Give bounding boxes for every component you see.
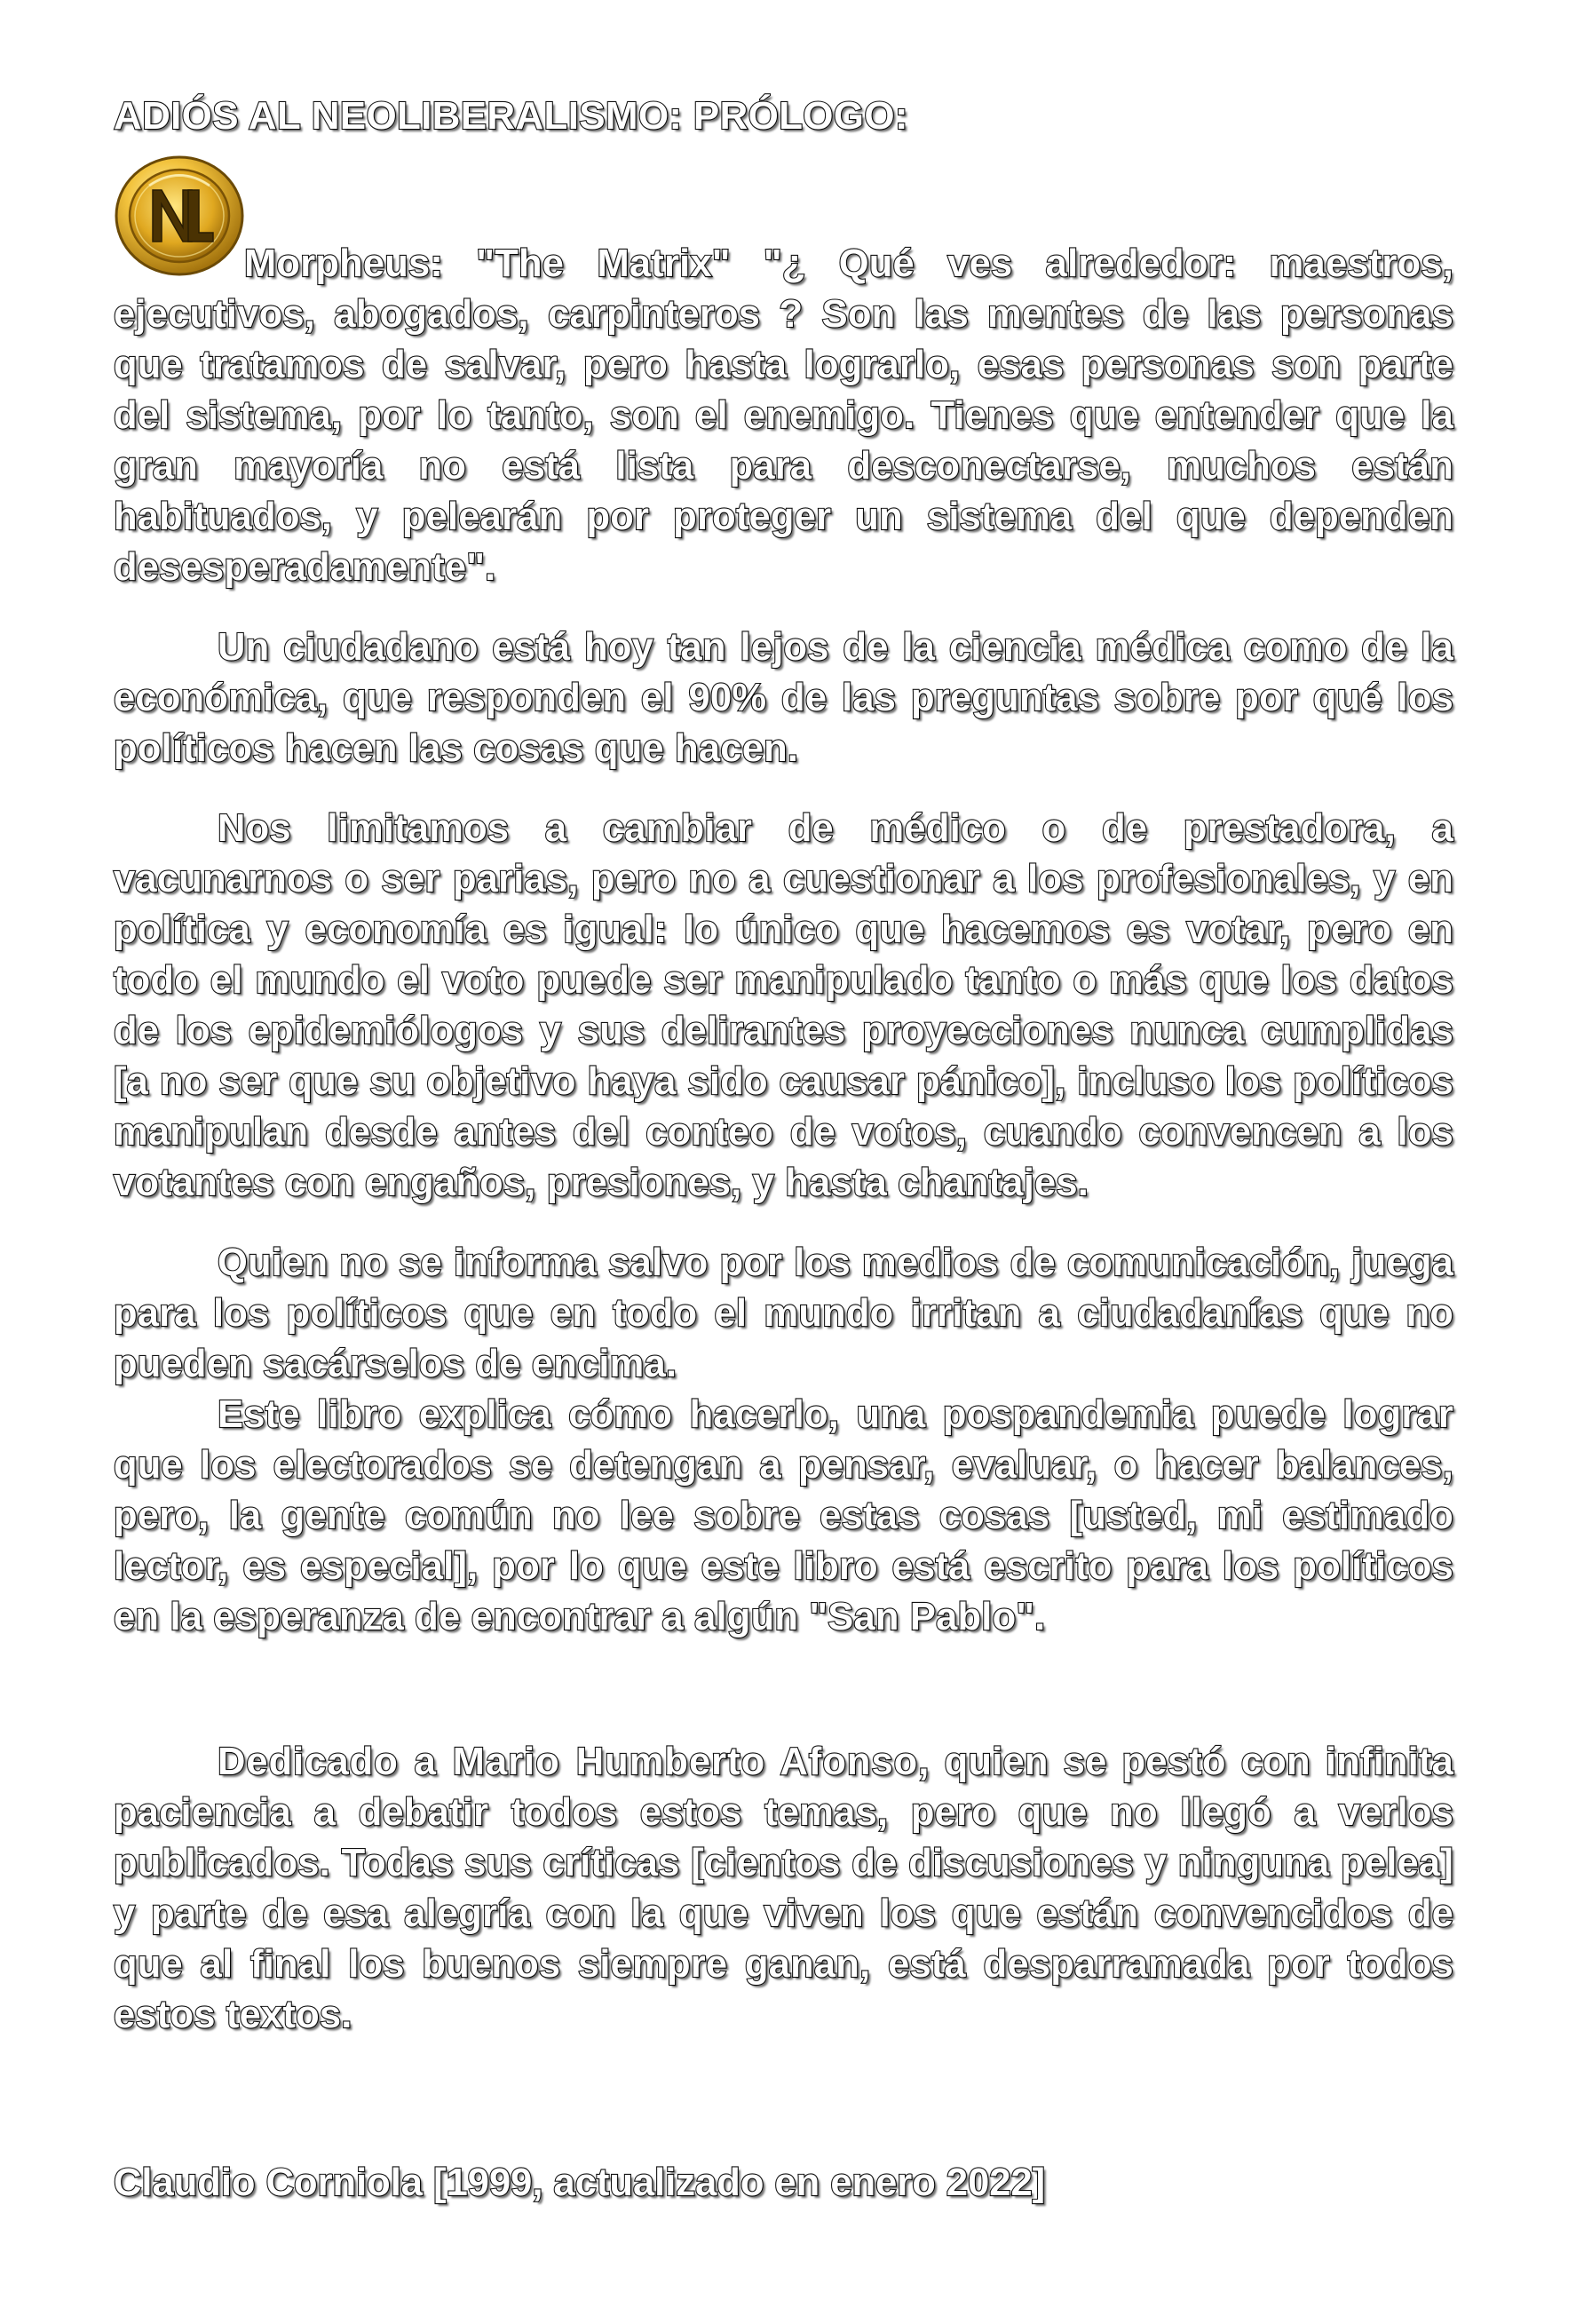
prologue-page: [114, 89, 1453, 2209]
dedication-name: Dedicado a Mario Humberto Afonso: [218, 1741, 919, 1783]
matrix-quote-paragraph: Morpheus: "The Matrix" "¿ Qué ves alrededor: maestros, ejecutivos, abogados, carpinteros ? Son las mentes de las personas que tratamos de salvar, pero hasta lograrlo, esas personas son parte del sistema, por lo tanto, son el enemigo. Tienes que entender que la gran mayoría no está lista para desconectarse, muchos están habituados, y pelearán por proteger un sistema del que dependen desesperadamente".: [114, 242, 1453, 589]
paragraph-book-purpose: Este libro explica cómo hacerlo, una pospandemia puede lograr que los electorados se detengan a pensar, evaluar, o hacer balances, pero, la gente común no lee sobre estas cosas [usted, mi estimado lector, es especial], por lo que este libro está escrito para los políticos en la esperanza de encontrar a algún "San Pablo".: [114, 1393, 1453, 1638]
dedication-text: , quien se pestó con infinita paciencia a debatir todos estos temas, pero que no llegó a verlos publicados. Todas sus críticas [cientos de discusiones y ninguna pelea] y parte de esa alegría con la que viven los que están convencidos de que al final los buenos siempre ganan, está desparramada por todos estos textos.: [114, 1741, 1454, 2036]
logo-row: [114, 155, 1453, 239]
gold-nl-coin-logo-icon: [114, 155, 245, 277]
paragraph-medical-science: Un ciudadano está hoy tan lejos de la ciencia médica como de la económica, que responden el 90% de las preguntas sobre por qué los políticos hacen las cosas que hacen.: [114, 626, 1453, 770]
paragraph-media: Quien no se informa salvo por los medios de comunicación, juega para los políticos que en todo el mundo irritan a ciudadanías que no pueden sacárselos de encima.: [114, 1241, 1453, 1385]
author-signature: Claudio Corniola [1999, actualizado en enero 2022]: [114, 2161, 1046, 2204]
dedication-paragraph: [114, 1737, 1453, 2041]
paragraph-voting-manipulation: Nos limitamos a cambiar de médico o de prestadora, a vacunarnos o ser parias, pero no a cuestionar a los profesionales, y en política y economía es igual: lo único que hacemos es votar, pero en todo el mundo el voto puede ser manipulado tanto o más que los datos de los epidemiólogos y sus delirantes proyecciones nunca cumplidas [a no ser que su objetivo haya sido causar pánico], incluso los políticos manipulan desde antes del conteo de votos, cuando convencen a los votantes con engaños, presiones, y hasta chantajes.: [114, 807, 1453, 1204]
page-title: ADIÓS AL NEOLIBERALISMO: PRÓLOGO:: [114, 94, 908, 138]
